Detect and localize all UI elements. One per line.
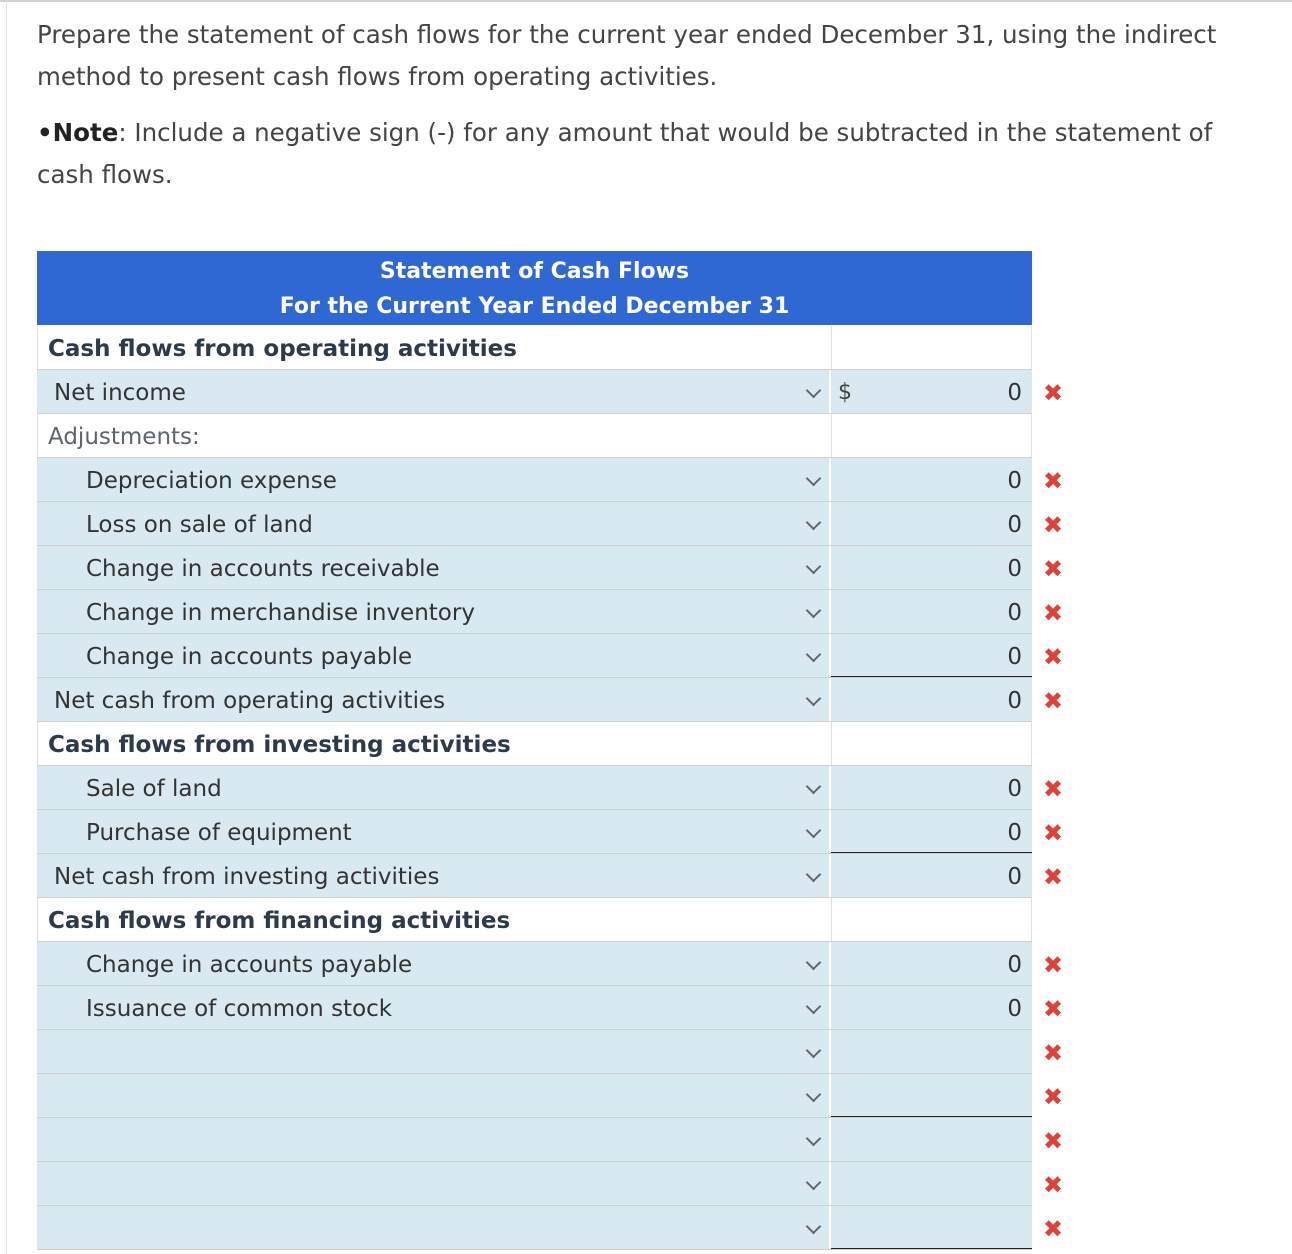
instruction-line-1: Prepare the statement of cash flows for the current year ended December 31, using the indirect (37, 20, 1217, 49)
statement-title: Statement of Cash Flows (379, 259, 690, 284)
amount-input[interactable] (831, 1074, 1032, 1118)
statement-subtitle: For the Current Year Ended December 31 (279, 294, 790, 319)
amount-value: 0 (1007, 952, 1022, 978)
financing-row-empty (37, 1074, 1292, 1118)
instruction-line-2: method to present cash flows from operating activities. (37, 62, 718, 91)
incorrect-icon: ✖ (1043, 687, 1064, 715)
operating-section-header: Cash flows from operating activities (37, 326, 829, 369)
financing-row-common-stock (37, 986, 1292, 1030)
investing-label[interactable]: Purchase of equipment (37, 810, 829, 853)
note-line-2: cash flows. (37, 160, 173, 189)
empty-value-cell (831, 898, 1032, 941)
adjustment-label[interactable]: Change in merchandise inventory (37, 590, 829, 633)
amount-value: 0 (1007, 864, 1022, 890)
amount-input[interactable] (831, 854, 1032, 897)
adjustment-row-loss-on-sale (37, 502, 1292, 546)
incorrect-icon: ✖ (1043, 1083, 1064, 1111)
financing-label[interactable]: Issuance of common stock (37, 986, 829, 1029)
empty-value-cell (831, 326, 1032, 369)
note-body: : Include a negative sign (-) for any amount that would be subtracted in the statement of (118, 118, 1213, 147)
net-cash-investing-label[interactable]: Net cash from investing activities (37, 854, 829, 897)
amount-input[interactable] (831, 590, 1032, 633)
incorrect-icon: ✖ (1043, 1039, 1064, 1067)
financing-row-accounts-payable (37, 942, 1292, 986)
note-label: Note (52, 118, 119, 147)
amount-input[interactable] (831, 1118, 1032, 1161)
amount-input[interactable] (831, 986, 1032, 1029)
incorrect-icon: ✖ (1043, 511, 1064, 539)
adjustment-row-accounts-payable (37, 634, 1292, 678)
adjustment-row-merchandise-inventory (37, 590, 1292, 634)
amount-input[interactable] (831, 546, 1032, 589)
operating-section-row (37, 326, 1292, 370)
statement-of-cash-flows-table (37, 251, 1292, 1254)
incorrect-icon: ✖ (1043, 863, 1064, 891)
adjustments-row (37, 414, 1292, 458)
incorrect-icon: ✖ (1043, 1215, 1064, 1243)
financing-label[interactable] (37, 1206, 829, 1249)
amount-value: 0 (1007, 996, 1022, 1022)
financing-section-header: Cash flows from financing activities (37, 898, 829, 941)
financing-label[interactable]: Change in accounts payable (37, 942, 829, 985)
adjustment-row-accounts-receivable (37, 546, 1292, 590)
amount-value: 0 (1007, 820, 1022, 846)
net-cash-investing-row (37, 854, 1292, 898)
investing-row-purchase-of-equipment (37, 810, 1292, 854)
incorrect-icon: ✖ (1043, 599, 1064, 627)
amount-input[interactable] (831, 942, 1032, 985)
net-cash-operating-label[interactable]: Net cash from operating activities (37, 678, 829, 721)
financing-row-empty (37, 1206, 1292, 1250)
amount-value: 0 (1007, 380, 1022, 406)
financing-row-empty (37, 1162, 1292, 1206)
incorrect-icon: ✖ (1043, 775, 1064, 803)
adjustment-label[interactable]: Change in accounts payable (37, 634, 829, 677)
empty-value-cell (831, 414, 1032, 457)
financing-row-empty (37, 1030, 1292, 1074)
amount-value: 0 (1007, 468, 1022, 494)
amount-input[interactable] (831, 1162, 1032, 1205)
investing-section-header: Cash flows from investing activities (37, 722, 829, 765)
incorrect-icon: ✖ (1043, 1127, 1064, 1155)
amount-value: 0 (1007, 556, 1022, 582)
financing-label[interactable] (37, 1162, 829, 1205)
statement-header (37, 251, 1032, 325)
amount-input[interactable] (831, 1206, 1032, 1250)
empty-value-cell (831, 722, 1032, 765)
amount-input[interactable] (831, 634, 1032, 678)
investing-row-sale-of-land (37, 766, 1292, 810)
amount-input[interactable] (831, 810, 1032, 854)
amount-input[interactable] (831, 1030, 1032, 1073)
investing-section-row (37, 722, 1292, 766)
amount-input[interactable] (831, 458, 1032, 501)
net-cash-operating-row (37, 678, 1292, 722)
incorrect-icon: ✖ (1043, 995, 1064, 1023)
instructions (37, 14, 1287, 196)
net-income-label[interactable]: Net income (37, 370, 829, 413)
financing-row-empty (37, 1118, 1292, 1162)
note-text (37, 112, 1287, 196)
incorrect-icon: ✖ (1043, 643, 1064, 671)
financing-section-row (37, 898, 1292, 942)
net-income-row (37, 370, 1292, 414)
adjustments-label: Adjustments: (37, 414, 829, 457)
amount-value: 0 (1007, 600, 1022, 626)
amount-input[interactable] (831, 766, 1032, 809)
adjustment-label[interactable]: Loss on sale of land (37, 502, 829, 545)
row-divider (37, 1249, 1032, 1250)
amount-input[interactable] (831, 502, 1032, 545)
incorrect-icon: ✖ (1043, 555, 1064, 583)
investing-label[interactable]: Sale of land (37, 766, 829, 809)
amount-value: 0 (1007, 644, 1022, 670)
left-divider (6, 0, 7, 1254)
instruction-text (37, 14, 1287, 98)
financing-label[interactable] (37, 1074, 829, 1117)
incorrect-icon: ✖ (1043, 379, 1064, 407)
incorrect-icon: ✖ (1043, 819, 1064, 847)
adjustment-label[interactable]: Depreciation expense (37, 458, 829, 501)
amount-value: 0 (1007, 512, 1022, 538)
net-income-amount-input[interactable] (831, 370, 1032, 413)
amount-value: 0 (1007, 688, 1022, 714)
amount-input[interactable] (831, 678, 1032, 721)
amount-value: 0 (1007, 776, 1022, 802)
incorrect-icon: ✖ (1043, 467, 1064, 495)
incorrect-icon: ✖ (1043, 951, 1064, 979)
financing-label[interactable] (37, 1030, 829, 1073)
adjustment-label[interactable]: Change in accounts receivable (37, 546, 829, 589)
top-divider (0, 0, 1292, 2)
note-bullet: • (37, 118, 53, 147)
adjustment-row-depreciation (37, 458, 1292, 502)
incorrect-icon: ✖ (1043, 1171, 1064, 1199)
financing-label[interactable] (37, 1118, 829, 1161)
dollar-sign: $ (838, 380, 852, 405)
